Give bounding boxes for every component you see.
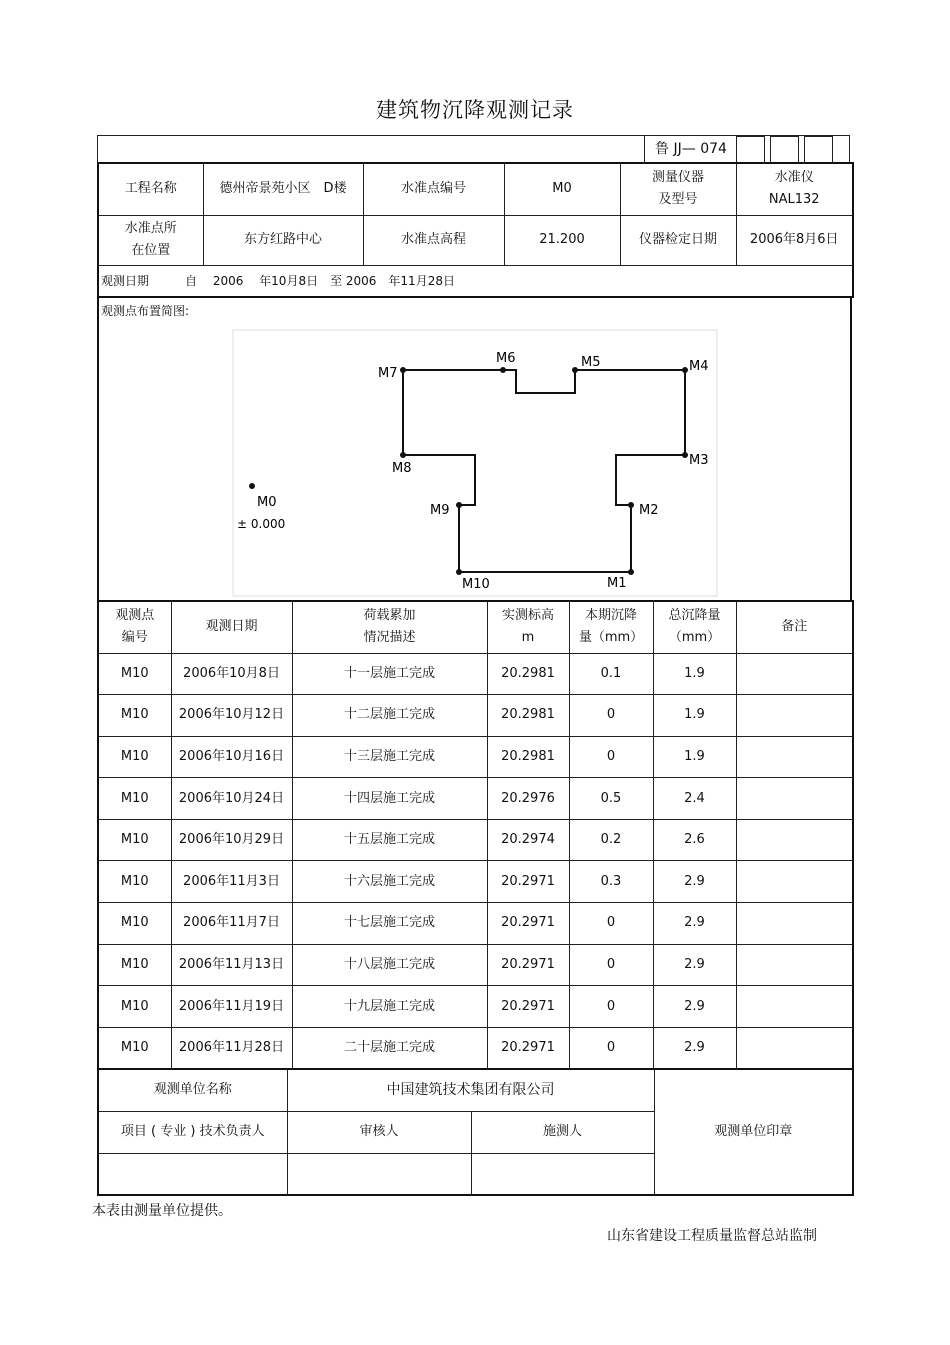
header-period: 本期沉降 量（mm）	[569, 601, 653, 653]
cell-total: 1.9	[653, 736, 736, 778]
cell-point: M10	[98, 736, 171, 778]
cell-period: 0.1	[569, 653, 653, 695]
cell-date: 2006年11月3日	[171, 861, 292, 903]
cell-remark	[736, 736, 853, 778]
code-box-1[interactable]	[736, 136, 765, 163]
settlement-table	[97, 600, 854, 1070]
header-date: 观测日期	[171, 601, 292, 653]
cell-elev: 20.2971	[487, 903, 569, 945]
form-code: 鲁 JJ— 074	[644, 136, 737, 163]
table-row	[98, 736, 853, 778]
cell-point: M10	[98, 1027, 171, 1069]
sign-table	[97, 1068, 854, 1196]
cell-remark	[736, 653, 853, 695]
header-total: 总沉降量 （mm）	[653, 601, 736, 653]
cell-total: 2.6	[653, 819, 736, 861]
cell-total: 2.9	[653, 903, 736, 945]
table-row	[98, 778, 853, 820]
unit-label: 观测单位名称	[98, 1069, 287, 1111]
code-box-3[interactable]	[804, 136, 833, 163]
point-marker-m4	[682, 367, 688, 373]
cell-total: 1.9	[653, 695, 736, 737]
surveyor-sign[interactable]	[471, 1153, 654, 1195]
cell-period: 0	[569, 695, 653, 737]
cell-date: 2006年11月7日	[171, 903, 292, 945]
cell-period: 0	[569, 736, 653, 778]
cell-load: 十五层施工完成	[292, 819, 487, 861]
cell-load: 十七层施工完成	[292, 903, 487, 945]
unit-value: 中国建筑技术集团有限公司	[287, 1069, 654, 1111]
calibration-value: 2006年8月6日	[736, 215, 853, 265]
table-header	[98, 601, 853, 653]
table-row	[98, 903, 853, 945]
cell-load: 十一层施工完成	[292, 653, 487, 695]
header-load: 荷载累加 情况描述	[292, 601, 487, 653]
reviewer-sign[interactable]	[287, 1153, 471, 1195]
point-marker-m2	[628, 502, 634, 508]
benchmark-no-label: 水准点编号	[363, 163, 504, 215]
point-marker-m10	[456, 569, 462, 575]
cell-period: 0	[569, 944, 653, 986]
point-marker-m5	[572, 367, 578, 373]
cell-total: 2.9	[653, 986, 736, 1028]
form-code-row	[97, 135, 850, 162]
cell-date: 2006年10月16日	[171, 736, 292, 778]
point-marker-m8	[400, 452, 406, 458]
cell-remark	[736, 986, 853, 1028]
point-marker-m6	[500, 367, 506, 373]
project-name-label: 工程名称	[98, 163, 203, 215]
cell-load: 二十层施工完成	[292, 1027, 487, 1069]
cell-date: 2006年10月12日	[171, 695, 292, 737]
cell-load: 十九层施工完成	[292, 986, 487, 1028]
cell-load: 十三层施工完成	[292, 736, 487, 778]
cell-remark	[736, 778, 853, 820]
calibration-label: 仪器检定日期	[620, 215, 736, 265]
cell-elev: 20.2981	[487, 695, 569, 737]
cell-point: M10	[98, 819, 171, 861]
cell-total: 2.9	[653, 944, 736, 986]
cell-elev: 20.2976	[487, 778, 569, 820]
point-label-m8: M8	[392, 461, 412, 476]
point-marker-m0	[249, 483, 255, 489]
cell-remark	[736, 1027, 853, 1069]
observation-period: 观测日期 自 2006 年10月8日 至 2006 年11月28日	[98, 265, 853, 297]
code-box-2[interactable]	[770, 136, 799, 163]
cell-period: 0	[569, 1027, 653, 1069]
point-label-m7: M7	[378, 366, 398, 381]
point-label-m5: M5	[581, 355, 601, 370]
point-label-m6: M6	[496, 351, 516, 366]
cell-point: M10	[98, 903, 171, 945]
cell-point: M10	[98, 778, 171, 820]
cell-total: 2.9	[653, 1027, 736, 1069]
table-row	[98, 986, 853, 1028]
cell-point: M10	[98, 653, 171, 695]
building-outline	[403, 370, 685, 572]
cell-date: 2006年10月8日	[171, 653, 292, 695]
benchmark-no-value: M0	[504, 163, 620, 215]
cell-remark	[736, 903, 853, 945]
cell-total: 2.9	[653, 861, 736, 903]
point-label-m4: M4	[689, 359, 709, 374]
point-marker-m9	[456, 502, 462, 508]
location-value: 东方红路中心	[203, 215, 363, 265]
cell-elev: 20.2981	[487, 653, 569, 695]
cell-date: 2006年10月29日	[171, 819, 292, 861]
instrument-value: 水准仪 NAL132	[736, 163, 853, 215]
cell-elev: 20.2971	[487, 986, 569, 1028]
cell-point: M10	[98, 944, 171, 986]
point-label-m3: M3	[689, 453, 709, 468]
note: 本表由测量单位提供。	[92, 1203, 232, 1219]
cell-total: 2.4	[653, 778, 736, 820]
project-info-table	[97, 162, 854, 298]
diagram-label: 观测点布置简图:	[101, 304, 190, 318]
page-title: 建筑物沉降观测记录	[376, 98, 574, 122]
benchmark-elev-value: 21.200	[504, 215, 620, 265]
cell-total: 1.9	[653, 653, 736, 695]
cell-period: 0	[569, 986, 653, 1028]
cell-remark	[736, 819, 853, 861]
cell-period: 0.3	[569, 861, 653, 903]
cell-load: 十四层施工完成	[292, 778, 487, 820]
table-row	[98, 944, 853, 986]
point-label-m0: M0	[257, 495, 277, 510]
cell-date: 2006年11月19日	[171, 986, 292, 1028]
cell-elev: 20.2971	[487, 861, 569, 903]
tech-lead-label: 项目 ( 专业 ) 技术负责人	[98, 1111, 287, 1153]
benchmark-elev-label: 水准点高程	[363, 215, 504, 265]
cell-load: 十八层施工完成	[292, 944, 487, 986]
location-label: 水准点所 在位置	[98, 215, 203, 265]
cell-load: 十六层施工完成	[292, 861, 487, 903]
zero-elevation-mark: ± 0.000	[237, 517, 286, 531]
cell-point: M10	[98, 986, 171, 1028]
seal-label: 观测单位印章	[714, 1124, 793, 1139]
surveyor-label: 施测人	[471, 1111, 654, 1153]
cell-remark	[736, 861, 853, 903]
cell-remark	[736, 944, 853, 986]
cell-elev: 20.2971	[487, 1027, 569, 1069]
cell-date: 2006年10月24日	[171, 778, 292, 820]
header-elev: 实测标高 m	[487, 601, 569, 653]
point-label-m10: M10	[462, 577, 490, 592]
cell-elev: 20.2974	[487, 819, 569, 861]
instrument-label: 测量仪器 及型号	[620, 163, 736, 215]
point-marker-m1	[628, 569, 634, 575]
cell-point: M10	[98, 695, 171, 737]
point-label-m2: M2	[639, 503, 659, 518]
tech-lead-sign[interactable]	[98, 1153, 287, 1195]
project-name-value: 德州帝景苑小区 D楼	[203, 163, 363, 215]
diagram-svg	[99, 298, 850, 600]
point-marker-m7	[400, 367, 406, 373]
table-row	[98, 653, 853, 695]
reviewer-label: 审核人	[287, 1111, 471, 1153]
cell-date: 2006年11月13日	[171, 944, 292, 986]
table-row	[98, 1027, 853, 1069]
table-row	[98, 695, 853, 737]
cell-load: 十二层施工完成	[292, 695, 487, 737]
header-point: 观测点 编号	[98, 601, 171, 653]
cell-period: 0	[569, 903, 653, 945]
cell-elev: 20.2971	[487, 944, 569, 986]
cell-remark	[736, 695, 853, 737]
cell-period: 0.2	[569, 819, 653, 861]
seal-area	[654, 1069, 853, 1195]
point-marker-m3	[682, 452, 688, 458]
point-label-m1: M1	[607, 576, 627, 591]
table-row	[98, 861, 853, 903]
point-label-m9: M9	[430, 503, 450, 518]
table-body	[98, 653, 853, 1069]
diagram-points	[237, 351, 709, 592]
cell-period: 0.5	[569, 778, 653, 820]
cell-date: 2006年11月28日	[171, 1027, 292, 1069]
table-row	[98, 819, 853, 861]
header-remark: 备注	[736, 601, 853, 653]
layout-diagram	[97, 298, 852, 600]
footer: 山东省建设工程质量监督总站监制	[607, 1228, 817, 1244]
cell-elev: 20.2981	[487, 736, 569, 778]
cell-point: M10	[98, 861, 171, 903]
